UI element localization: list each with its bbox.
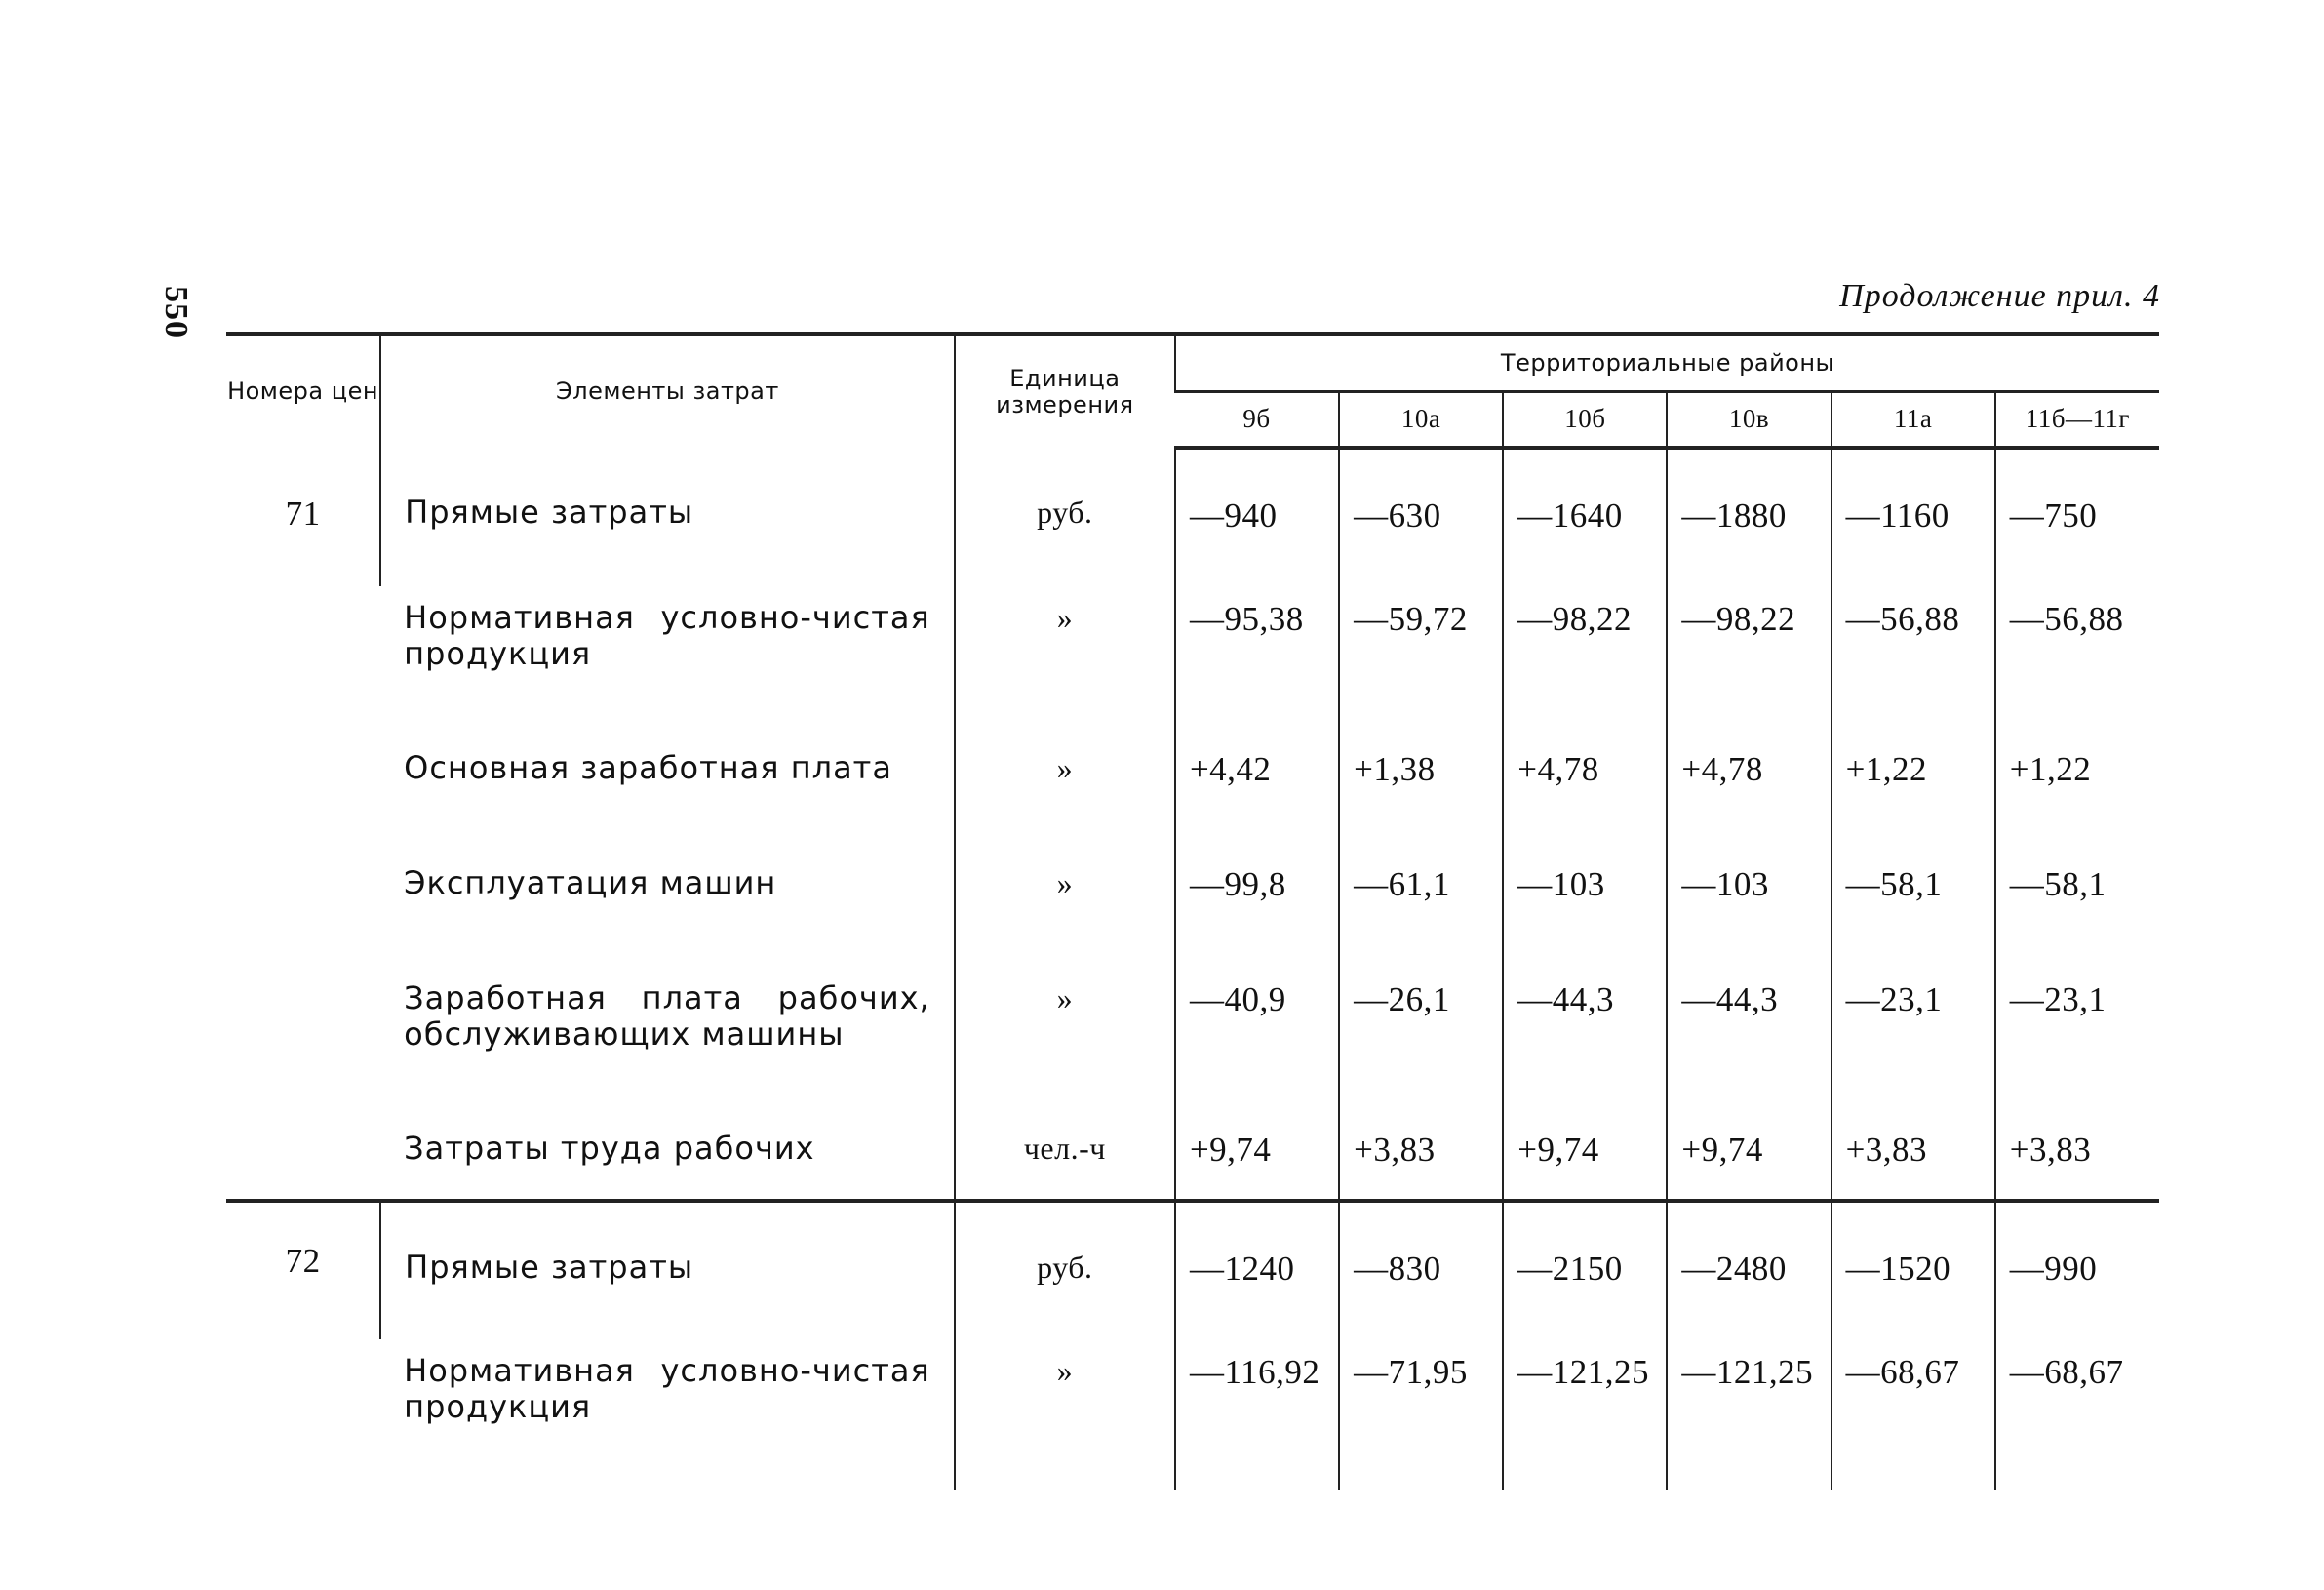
value-cell: —99,8 xyxy=(1175,852,1339,967)
price-number: 72 xyxy=(226,1201,380,1490)
value-cell: —116,92 xyxy=(1175,1339,1339,1490)
unit-cell: чел.-ч xyxy=(955,1117,1175,1201)
value-cell: —1880 xyxy=(1667,448,1831,586)
cost-table-container xyxy=(226,332,2159,1490)
table-row xyxy=(226,448,2159,586)
value-cell: —40,9 xyxy=(1175,967,1339,1117)
value-cell: —121,25 xyxy=(1503,1339,1667,1490)
unit-cell: » xyxy=(955,1339,1175,1490)
table-row xyxy=(226,736,2159,852)
value-cell: —68,67 xyxy=(1832,1339,1995,1490)
continuation-label: Продолжение прил. 4 xyxy=(1839,278,2160,314)
value-cell: —990 xyxy=(1995,1201,2159,1339)
unit-cell: » xyxy=(955,852,1175,967)
table-row xyxy=(226,586,2159,736)
unit-cell: руб. xyxy=(955,448,1175,586)
value-cell: —2150 xyxy=(1503,1201,1667,1339)
header-district: 10а xyxy=(1339,392,1503,449)
value-cell: —59,72 xyxy=(1339,586,1503,736)
value-cell: —940 xyxy=(1175,448,1339,586)
value-cell: —71,95 xyxy=(1339,1339,1503,1490)
value-cell: +9,74 xyxy=(1175,1117,1339,1201)
value-cell: —56,88 xyxy=(1995,586,2159,736)
value-cell: —26,1 xyxy=(1339,967,1503,1117)
value-cell: —103 xyxy=(1667,852,1831,967)
price-number: 71 xyxy=(285,495,321,533)
value-cell: —1160 xyxy=(1832,448,1995,586)
value-cell: —830 xyxy=(1339,1201,1503,1339)
table-row xyxy=(226,1117,2159,1201)
value-cell: +4,42 xyxy=(1175,736,1339,852)
unit-cell: » xyxy=(955,967,1175,1117)
value-cell: —1640 xyxy=(1503,448,1667,586)
value-cell: +3,83 xyxy=(1832,1117,1995,1201)
header-districts: Территориальные районы xyxy=(1175,334,2159,392)
header-elements: Элементы затрат xyxy=(380,334,955,448)
page-number: 550 xyxy=(158,286,194,338)
value-cell: +9,74 xyxy=(1503,1117,1667,1201)
value-cell: —1520 xyxy=(1832,1201,1995,1339)
value-cell: —95,38 xyxy=(1175,586,1339,736)
unit-cell: руб. xyxy=(955,1201,1175,1339)
unit-cell: » xyxy=(955,586,1175,736)
value-cell: —2480 xyxy=(1667,1201,1831,1339)
table-row xyxy=(226,1339,2159,1490)
header-district: 11а xyxy=(1832,392,1995,449)
cost-element: Прямые затраты xyxy=(380,448,955,586)
value-cell: —121,25 xyxy=(1667,1339,1831,1490)
value-cell: —44,3 xyxy=(1667,967,1831,1117)
value-cell: —23,1 xyxy=(1832,967,1995,1117)
value-cell: +4,78 xyxy=(1503,736,1667,852)
value-cell: —44,3 xyxy=(1503,967,1667,1117)
cost-element: Основная заработная плата xyxy=(404,749,892,786)
cost-element: Затраты труда рабочих xyxy=(404,1130,815,1167)
table-row xyxy=(226,1201,2159,1339)
table-row xyxy=(226,852,2159,967)
value-cell: +1,38 xyxy=(1339,736,1503,852)
cost-element: Эксплуатация машин xyxy=(404,864,777,901)
value-cell: —58,1 xyxy=(1995,852,2159,967)
cost-element: Нормативная условно-чистая продукция xyxy=(404,599,930,672)
value-cell: —58,1 xyxy=(1832,852,1995,967)
value-cell: —1240 xyxy=(1175,1201,1339,1339)
header-district: 11б—11г xyxy=(1995,392,2159,449)
header-district: 10б xyxy=(1503,392,1667,449)
header-district: 9б xyxy=(1175,392,1339,449)
header-number: Номера цен xyxy=(226,334,380,448)
cost-element: Заработная плата рабочих, обслуживающих машины xyxy=(404,979,930,1053)
value-cell: +3,83 xyxy=(1995,1117,2159,1201)
value-cell: —61,1 xyxy=(1339,852,1503,967)
header-district: 10в xyxy=(1667,392,1831,449)
value-cell: +4,78 xyxy=(1667,736,1831,852)
header-unit: Единица измерения xyxy=(955,334,1175,448)
value-cell: +1,22 xyxy=(1995,736,2159,852)
value-cell: —750 xyxy=(1995,448,2159,586)
unit-cell: » xyxy=(955,736,1175,852)
value-cell: —98,22 xyxy=(1503,586,1667,736)
cost-element: Прямые затраты xyxy=(380,1201,955,1339)
value-cell: —56,88 xyxy=(1832,586,1995,736)
value-cell: —630 xyxy=(1339,448,1503,586)
value-cell: —23,1 xyxy=(1995,967,2159,1117)
value-cell: —68,67 xyxy=(1995,1339,2159,1490)
value-cell: +1,22 xyxy=(1832,736,1995,852)
value-cell: +9,74 xyxy=(1667,1117,1831,1201)
value-cell: —98,22 xyxy=(1667,586,1831,736)
cost-element: Нормативная условно-чистая продукция xyxy=(404,1352,930,1425)
table-row xyxy=(226,967,2159,1117)
value-cell: —103 xyxy=(1503,852,1667,967)
value-cell: +3,83 xyxy=(1339,1117,1503,1201)
cost-table xyxy=(226,332,2159,1490)
